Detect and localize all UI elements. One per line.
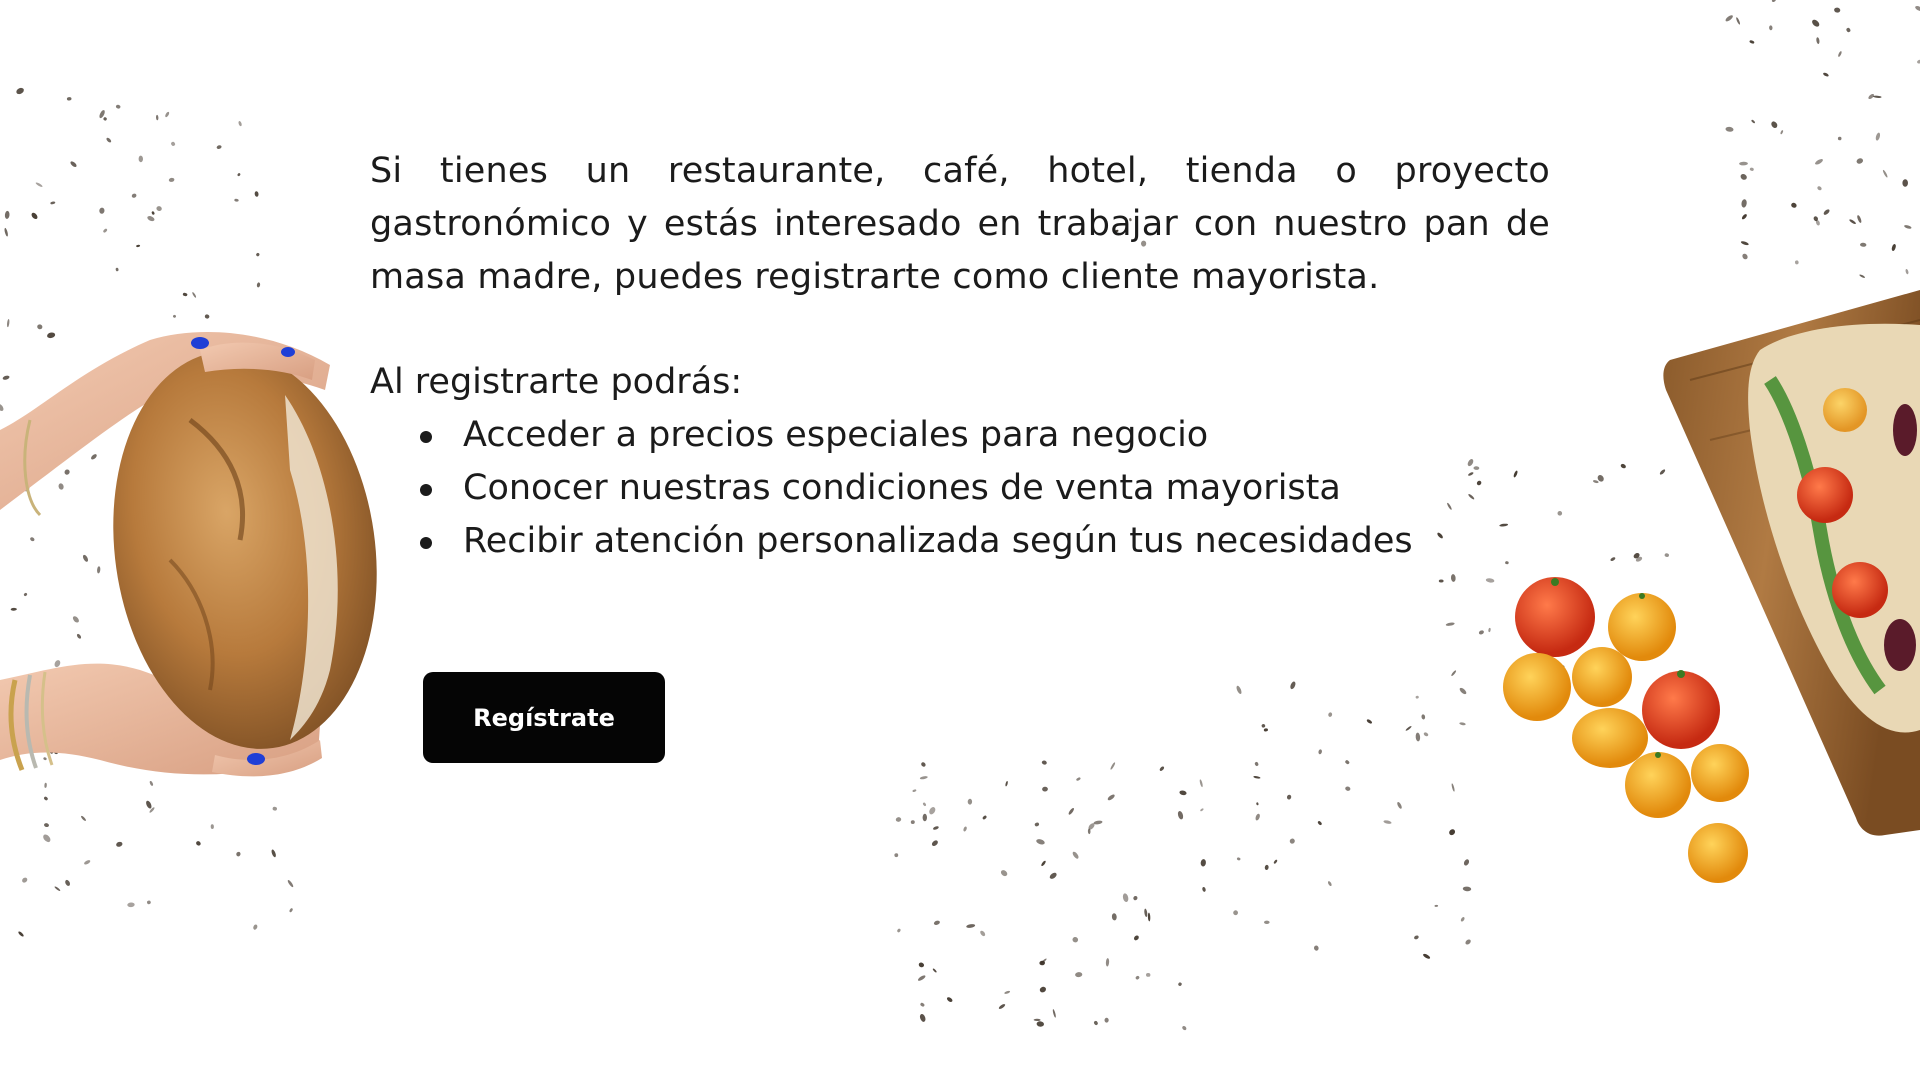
benefits-list — [400, 409, 1550, 568]
seed-mark — [115, 267, 118, 271]
seed-mark — [116, 841, 124, 847]
seed-mark — [1423, 732, 1429, 737]
seed-mark — [182, 292, 187, 296]
seed-mark — [67, 97, 72, 101]
seed-mark — [1434, 905, 1438, 907]
seed-mark — [50, 201, 55, 205]
seed-mark — [1859, 274, 1865, 279]
seed-mark — [1891, 244, 1897, 252]
seed-mark — [1146, 973, 1151, 977]
seed-mark — [931, 839, 939, 847]
seed-mark — [1289, 681, 1296, 690]
seed-mark — [1107, 793, 1116, 801]
seed-mark — [1264, 865, 1269, 871]
seed-mark — [1725, 126, 1734, 132]
list-item: Conocer nuestras condiciones de venta mayorista — [400, 462, 1550, 515]
seed-mark — [1875, 132, 1881, 141]
seed-mark — [1860, 243, 1867, 247]
seed-mark — [44, 823, 50, 828]
seed-mark — [923, 814, 927, 822]
seed-mark — [1345, 760, 1351, 765]
seed-mark — [1345, 786, 1351, 791]
seed-mark — [1451, 574, 1456, 582]
seed-mark — [1846, 27, 1851, 33]
seed-mark — [1873, 95, 1882, 98]
seed-mark — [918, 962, 925, 968]
seed-mark — [216, 145, 222, 150]
seed-mark — [116, 104, 121, 109]
seed-mark — [1076, 777, 1081, 781]
seed-mark — [1396, 801, 1402, 809]
seed-mark — [1882, 169, 1888, 178]
seed-mark — [1034, 822, 1039, 827]
seed-mark — [1104, 1018, 1109, 1023]
seed-mark — [1233, 910, 1239, 916]
seed-mark — [1811, 18, 1821, 28]
seed-mark — [1741, 199, 1747, 208]
seed-mark — [1739, 173, 1747, 181]
seed-mark — [1072, 851, 1080, 860]
seed-mark — [932, 968, 937, 973]
seed-mark — [1460, 916, 1465, 922]
seed-mark — [920, 761, 926, 767]
seed-mark — [1905, 269, 1909, 275]
seed-mark — [1264, 921, 1270, 924]
intro-paragraph: Si tienes un restaurante, café, hotel, tienda o proyecto gastronómico y estás interesado en trabajar con nuestro pan de masa madre, puedes registrarte como cliente mayorista. — [370, 151, 1550, 297]
seed-mark — [83, 859, 91, 865]
seed-mark — [1725, 14, 1734, 22]
seed-mark — [21, 877, 28, 884]
seed-mark — [147, 215, 156, 222]
seed-mark — [1823, 72, 1830, 77]
seed-mark — [195, 840, 201, 846]
seed-mark — [1451, 783, 1455, 792]
seed-mark — [1199, 779, 1203, 787]
seed-mark — [170, 141, 175, 147]
seed-mark — [1413, 935, 1419, 940]
seed-mark — [1478, 630, 1484, 636]
seed-mark — [998, 1003, 1006, 1010]
seed-mark — [1838, 137, 1842, 141]
seed-mark — [1237, 857, 1241, 861]
seed-mark — [1112, 913, 1117, 921]
seed-mark — [1816, 37, 1820, 44]
seed-mark — [1036, 838, 1046, 845]
seed-mark — [271, 849, 277, 858]
seed-mark — [1093, 820, 1102, 825]
seed-mark — [164, 111, 169, 118]
seed-mark — [1415, 732, 1420, 741]
seed-mark — [933, 825, 940, 830]
seed-mark — [138, 156, 143, 163]
seed-mark — [1042, 786, 1048, 791]
seed-mark — [252, 924, 258, 930]
seed-mark — [15, 87, 25, 96]
list-item: Recibir atención personalizada según tus necesidades — [400, 515, 1550, 568]
seed-mark — [1255, 813, 1261, 821]
seed-mark — [1749, 167, 1754, 171]
seed-mark — [1751, 119, 1756, 124]
seed-mark — [982, 815, 987, 820]
seed-mark — [1253, 776, 1260, 780]
seed-mark — [103, 117, 108, 122]
seed-mark — [968, 799, 973, 805]
seed-mark — [1735, 17, 1740, 25]
seed-mark — [1036, 1021, 1044, 1027]
seed-mark — [42, 833, 52, 843]
seed-mark — [287, 879, 294, 888]
seed-mark — [256, 282, 260, 287]
seed-mark — [928, 806, 937, 815]
seed-mark — [1741, 213, 1748, 220]
seed-mark — [946, 996, 953, 1003]
seed-mark — [4, 228, 9, 237]
seed-mark — [80, 815, 86, 821]
seed-mark — [1200, 859, 1206, 867]
seed-mark — [1823, 208, 1831, 215]
seed-mark — [912, 789, 917, 792]
seed-mark — [211, 824, 214, 829]
seed-mark — [911, 820, 915, 824]
seed-mark — [54, 886, 61, 892]
seed-mark — [1856, 215, 1862, 224]
seed-mark — [1052, 1009, 1056, 1018]
seed-mark — [922, 802, 926, 807]
seed-mark — [1917, 59, 1920, 64]
seed-mark — [1741, 253, 1748, 261]
seed-mark — [289, 908, 293, 913]
seed-mark — [1178, 982, 1183, 987]
seed-mark — [64, 879, 71, 887]
seed-mark — [1264, 728, 1269, 732]
seed-mark — [131, 193, 137, 199]
seed-mark — [1405, 725, 1412, 731]
seed-mark — [1317, 820, 1322, 825]
seed-mark — [920, 1002, 925, 1007]
seed-mark — [1421, 714, 1425, 720]
seed-mark — [1439, 579, 1444, 582]
seed-mark — [1004, 990, 1010, 994]
seed-mark — [254, 191, 259, 197]
seed-mark — [234, 198, 239, 201]
seed-mark — [1837, 51, 1842, 58]
seed-mark — [1814, 158, 1824, 166]
seed-mark — [933, 920, 940, 926]
seed-mark — [99, 207, 105, 214]
seed-mark — [1034, 1019, 1041, 1021]
seed-mark — [192, 292, 197, 298]
seed-mark — [35, 182, 43, 188]
seed-mark — [1795, 260, 1799, 265]
seed-mark — [1235, 685, 1242, 695]
seed-mark — [127, 902, 135, 907]
seed-mark — [151, 211, 155, 215]
seed-mark — [1328, 712, 1333, 717]
seed-mark — [917, 974, 926, 981]
seed-mark — [256, 252, 261, 257]
seed-mark — [1075, 972, 1083, 978]
seed-mark — [1000, 869, 1009, 877]
seed-mark — [1383, 820, 1392, 825]
hands-holding-bread-image — [0, 310, 400, 810]
seed-mark — [1005, 781, 1008, 787]
seed-mark — [1770, 120, 1778, 129]
register-button[interactable]: Regístrate — [423, 672, 665, 763]
seed-mark — [156, 206, 163, 212]
seed-mark — [1313, 945, 1319, 951]
seed-mark — [1904, 224, 1912, 229]
seed-mark — [168, 177, 174, 182]
seed-mark — [1133, 934, 1140, 941]
seed-mark — [30, 212, 38, 220]
seed-mark — [1902, 179, 1908, 187]
seed-mark — [895, 817, 901, 822]
seed-mark — [1740, 240, 1749, 246]
seed-mark — [963, 826, 968, 832]
seed-mark — [1463, 886, 1472, 891]
seed-mark — [1415, 695, 1419, 699]
seed-mark — [156, 115, 159, 121]
wholesale-info — [370, 145, 1550, 568]
seed-mark — [1144, 908, 1148, 917]
seed-mark — [1780, 130, 1784, 135]
seed-mark — [1448, 828, 1456, 836]
seed-mark — [238, 121, 242, 127]
seed-mark — [1914, 5, 1920, 12]
seed-mark — [1041, 760, 1047, 765]
seed-mark — [147, 900, 152, 904]
seed-mark — [1068, 807, 1075, 815]
seed-mark — [103, 228, 108, 233]
seed-mark — [1739, 162, 1748, 166]
seed-mark — [1771, 0, 1776, 2]
seed-mark — [920, 776, 928, 780]
seed-mark — [1459, 687, 1468, 695]
seed-mark — [1834, 7, 1841, 13]
seed-mark — [1202, 887, 1206, 893]
seed-mark — [966, 924, 975, 929]
seed-mark — [1179, 790, 1187, 796]
seed-mark — [1464, 938, 1471, 945]
seed-mark — [1769, 25, 1773, 30]
seed-mark — [1072, 936, 1080, 943]
seed-mark — [5, 211, 10, 219]
seed-mark — [237, 173, 241, 177]
board-with-tomatoes-image — [1490, 290, 1920, 910]
seed-mark — [1286, 794, 1292, 800]
seed-mark — [1273, 859, 1278, 864]
seed-mark — [1366, 719, 1373, 725]
seed-mark — [69, 160, 77, 168]
seed-mark — [919, 1013, 927, 1022]
seed-mark — [106, 137, 112, 143]
seed-mark — [1451, 670, 1457, 677]
seed-mark — [979, 930, 986, 937]
seed-mark — [136, 244, 140, 247]
seed-mark — [1463, 858, 1470, 866]
seed-mark — [1261, 724, 1265, 728]
seed-mark — [1422, 953, 1430, 960]
seed-mark — [1148, 913, 1151, 922]
seed-mark — [1327, 881, 1332, 887]
seed-mark — [1318, 749, 1322, 755]
seed-mark — [1133, 895, 1139, 901]
seed-mark — [1749, 40, 1755, 44]
seed-mark — [1041, 860, 1047, 867]
seed-mark — [894, 853, 898, 857]
seed-mark — [1817, 185, 1823, 191]
list-item: Acceder a precios especiales para negocio — [400, 409, 1550, 462]
seed-mark — [1039, 986, 1047, 994]
seed-mark — [1110, 762, 1116, 770]
seed-mark — [236, 851, 241, 857]
seed-mark — [1181, 1025, 1187, 1031]
seed-mark — [897, 928, 902, 933]
seed-mark — [1289, 838, 1296, 845]
seed-mark — [1849, 219, 1857, 225]
seed-mark — [1856, 157, 1864, 164]
seed-mark — [1459, 722, 1466, 726]
seed-mark — [1200, 808, 1204, 812]
seed-mark — [1135, 975, 1140, 980]
seed-mark — [1256, 802, 1259, 805]
seed-mark — [1159, 766, 1165, 772]
seed-mark — [1177, 810, 1184, 820]
benefits-heading: Al registrarte podrás: — [370, 362, 743, 402]
seed-mark — [18, 931, 25, 938]
seed-mark — [1106, 958, 1110, 967]
seed-mark — [1122, 893, 1129, 903]
seed-mark — [1446, 622, 1455, 627]
seed-mark — [1790, 202, 1797, 209]
seed-mark — [1049, 872, 1058, 881]
seed-mark — [1254, 761, 1259, 766]
seed-mark — [1093, 1020, 1098, 1025]
